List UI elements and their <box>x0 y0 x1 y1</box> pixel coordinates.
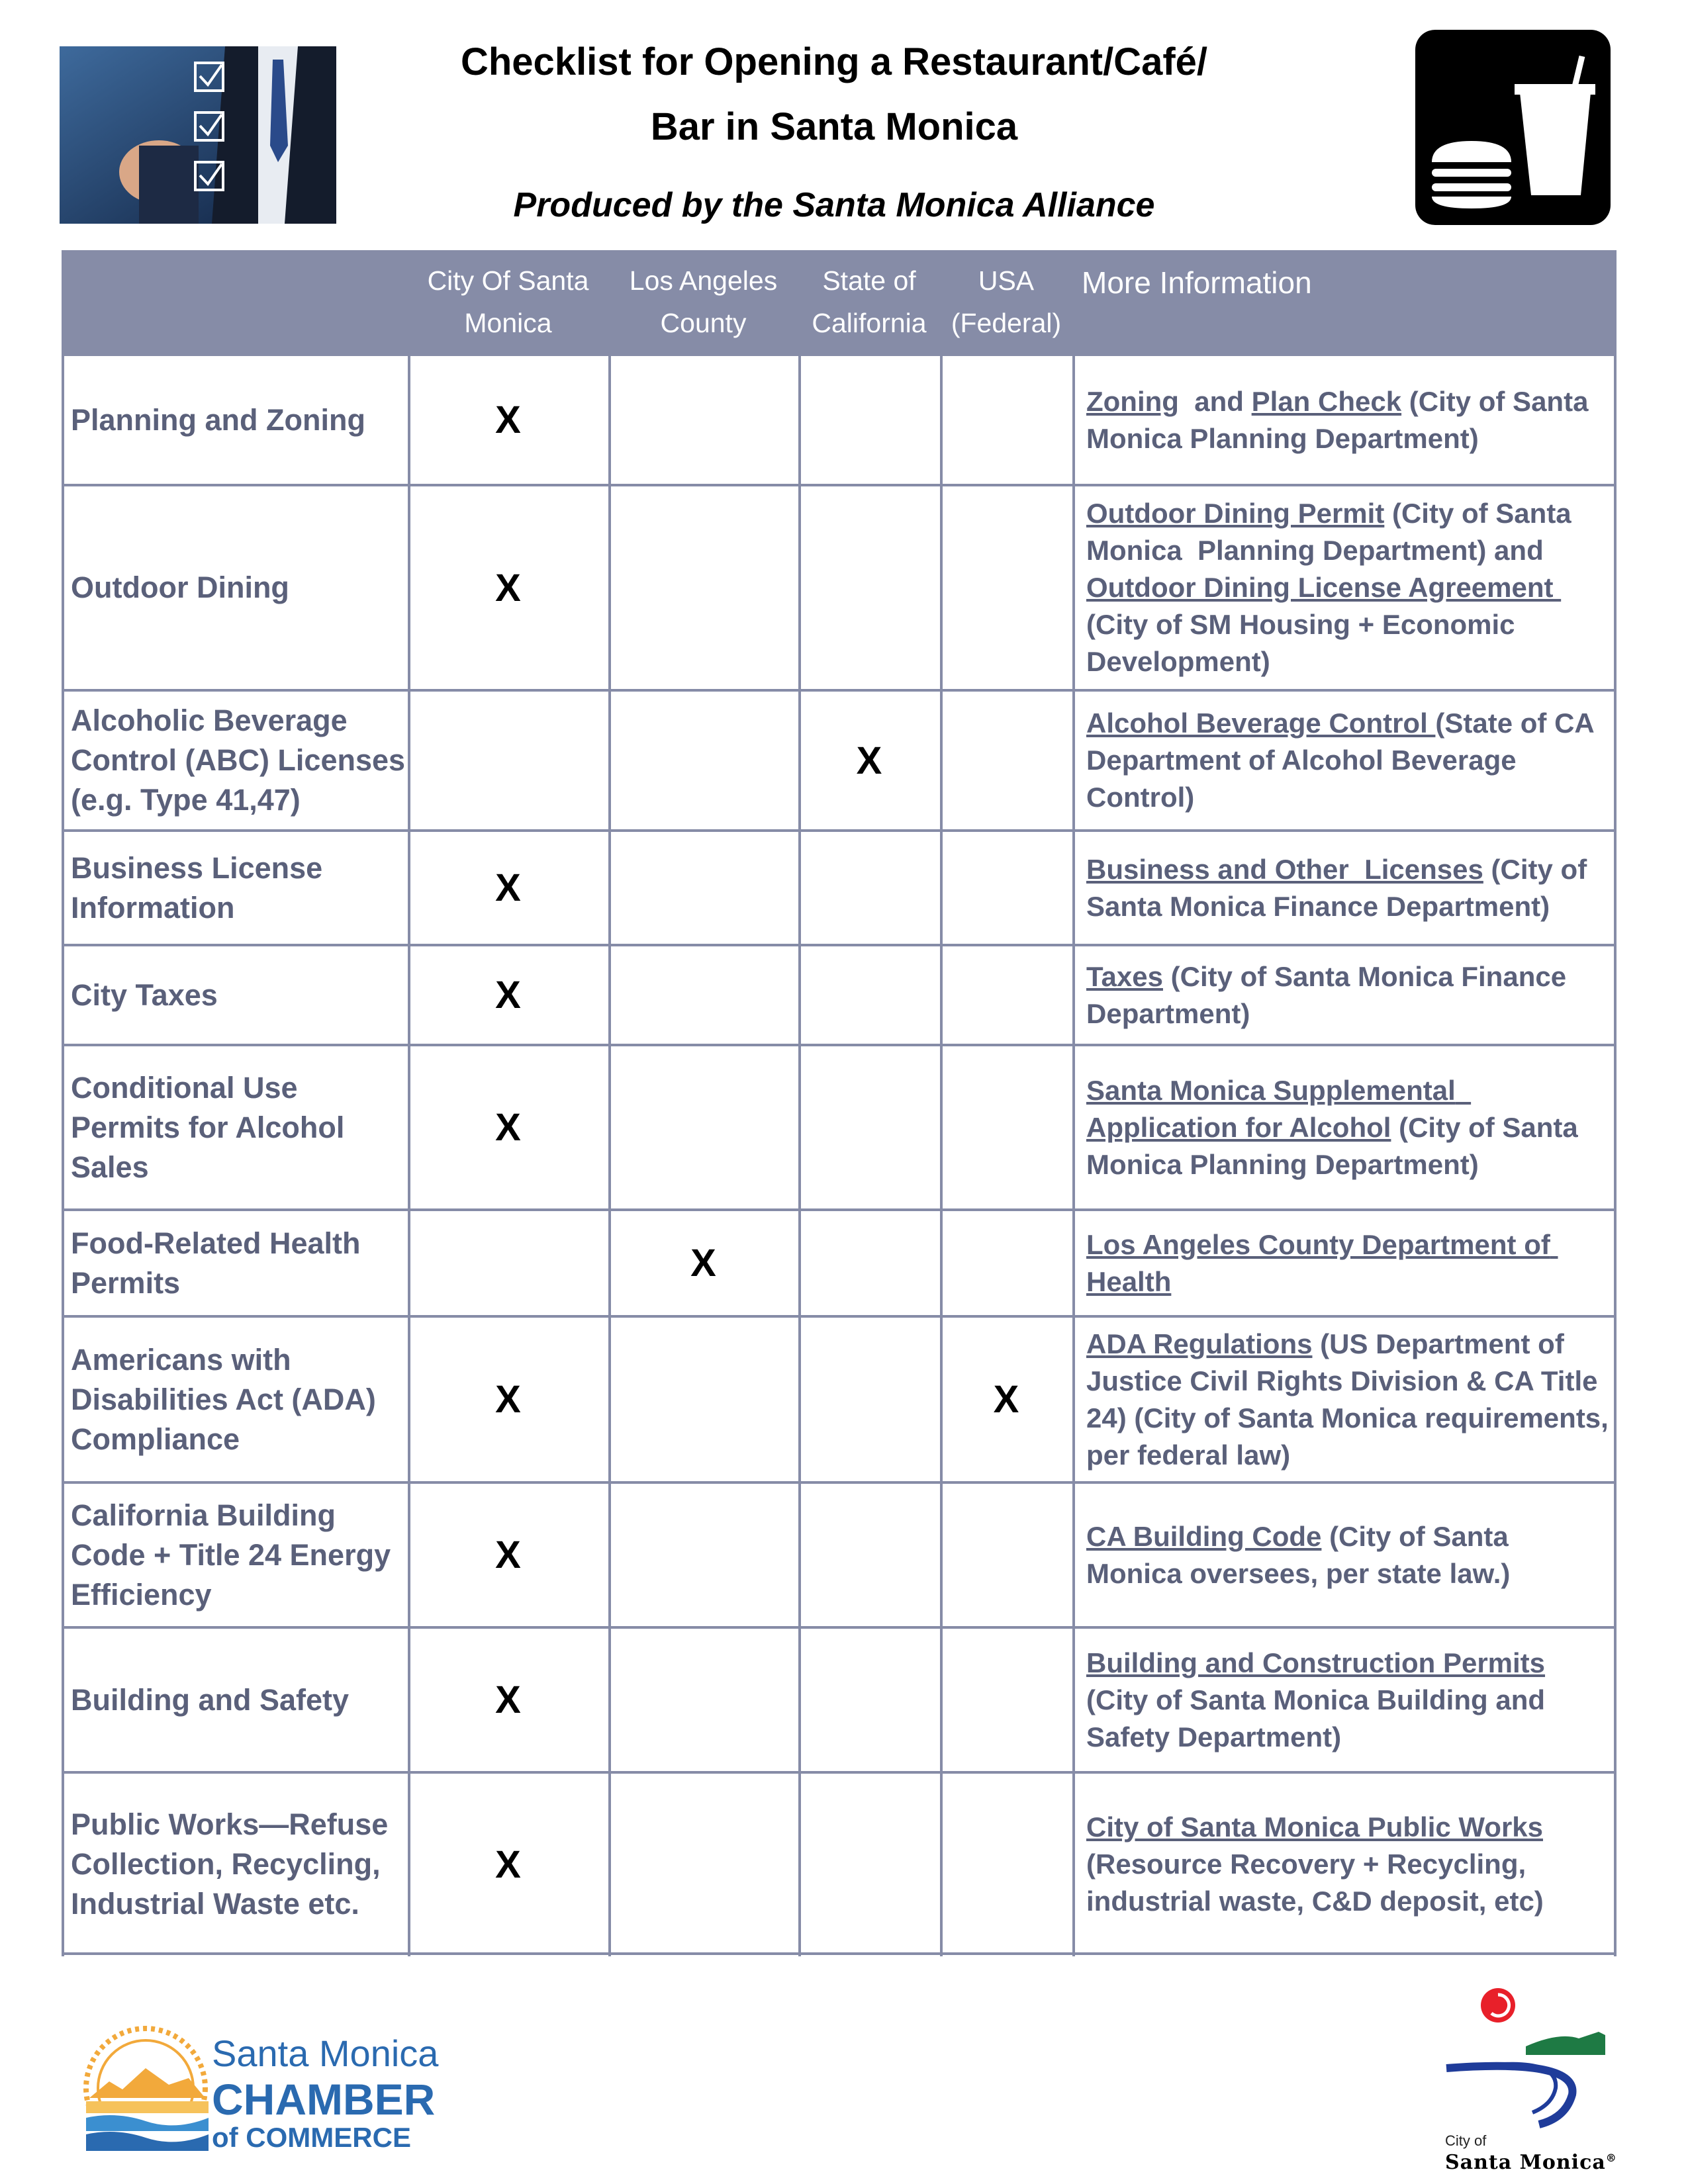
row-more-information <box>1086 1484 1609 1626</box>
more-information-link[interactable]: Alcohol Beverage Control <box>1086 707 1436 739</box>
row-check-mark <box>940 832 1072 944</box>
row-check-mark <box>798 1629 940 1771</box>
more-information-link[interactable]: Santa Monica Supplemental Application for Alcohol <box>1086 1074 1472 1143</box>
row-check-mark <box>408 1211 608 1315</box>
header-city-of-santa-monica <box>408 250 608 355</box>
header-state-line2: California <box>812 308 927 338</box>
table-column-divider <box>62 250 64 1956</box>
row-check-mark <box>940 1046 1072 1208</box>
more-information-link[interactable]: Outdoor Dining Permit <box>1086 498 1385 529</box>
more-information-link[interactable]: Taxes <box>1086 960 1163 992</box>
row-topic-label: Alcoholic Beverage Control (ABC) Licenses (e.g. Type 41,47) <box>71 704 406 817</box>
row-check-mark: X <box>856 739 882 782</box>
city-logo-caption-small: City of <box>1445 2132 1487 2149</box>
more-information-note: and <box>1178 385 1252 417</box>
more-information-link[interactable]: City of Santa Monica Public Works <box>1086 1811 1544 1843</box>
more-information-link[interactable]: Outdoor Dining License Agreement <box>1086 572 1562 603</box>
city-logo-caption-big <box>1445 2151 1617 2174</box>
row-check-mark: X <box>495 866 521 909</box>
row-check-mark <box>408 692 608 829</box>
row-check-mark: X <box>495 566 521 610</box>
row-check-mark <box>798 832 940 944</box>
page-title-line-2: Bar in Santa Monica <box>650 105 1018 148</box>
row-more-information <box>1086 486 1609 689</box>
row-check-mark: X <box>495 1106 521 1149</box>
header-state-line1: State of <box>822 265 916 296</box>
more-information-text <box>1086 495 1609 680</box>
row-check-mark <box>798 1318 940 1481</box>
header-usa-line2: (Federal) <box>951 308 1062 338</box>
more-information-note: (State of CA Department of Alcohol Beverage Control) <box>1086 707 1601 813</box>
row-check-mark <box>608 356 798 484</box>
more-information-link[interactable]: Building and Construction Permits <box>1086 1647 1546 1678</box>
more-information-note: (City of SM Housing + Economic Development) <box>1086 609 1523 677</box>
row-check-mark <box>608 832 798 944</box>
row-check-mark <box>940 356 1072 484</box>
row-check-mark: X <box>495 1843 521 1886</box>
row-topic-label: Outdoor Dining <box>71 570 289 604</box>
row-check-mark <box>608 1318 798 1481</box>
header-los-angeles-county <box>608 250 798 355</box>
row-check-mark <box>940 1774 1072 1955</box>
header-county-line1: Los Angeles <box>629 265 778 296</box>
row-topic-label: Americans with Disabilities Act (ADA) Compliance <box>71 1342 376 1456</box>
row-check-mark <box>608 946 798 1044</box>
row-check-mark <box>798 1774 940 1955</box>
more-information-text <box>1086 1809 1609 1920</box>
more-information-text <box>1086 1072 1609 1183</box>
row-check-mark <box>798 1211 940 1315</box>
row-check-mark: X <box>495 1678 521 1721</box>
burger-and-drink-icon <box>1415 30 1611 225</box>
row-more-information <box>1086 1211 1609 1315</box>
city-logo-name: Santa Monica <box>1445 2151 1606 2174</box>
row-check-mark <box>608 486 798 689</box>
row-more-information <box>1086 692 1609 829</box>
header-state-of-california <box>798 250 940 355</box>
row-topic-label: Building and Safety <box>71 1682 350 1717</box>
header-city-line2: Monica <box>464 308 552 338</box>
row-check-mark: X <box>993 1378 1019 1421</box>
row-check-mark: X <box>690 1242 716 1285</box>
row-check-mark <box>940 1211 1072 1315</box>
row-check-mark: X <box>495 1378 521 1421</box>
header-usa-federal <box>940 250 1072 355</box>
more-information-note: (Resource Recovery + Recycling, industrial waste, C&D deposit, etc) <box>1086 1811 1551 1917</box>
row-check-mark <box>608 1484 798 1626</box>
row-check-mark <box>798 356 940 484</box>
row-topic-label: Conditional Use Permits for Alcohol Sales <box>71 1070 345 1184</box>
row-check-mark <box>608 692 798 829</box>
row-more-information <box>1086 1629 1609 1771</box>
more-information-text <box>1086 851 1609 925</box>
more-information-note: (City of Santa Monica Planning Department) <box>1086 385 1597 454</box>
chamber-line3: of COMMERCE <box>212 2122 411 2153</box>
more-information-link[interactable]: CA Building Code <box>1086 1520 1322 1552</box>
more-information-link[interactable]: Plan Check <box>1251 385 1402 417</box>
more-information-text <box>1086 383 1609 457</box>
row-topic-label: California Building Code + Title 24 Energy Efficiency <box>71 1498 391 1612</box>
more-information-text <box>1086 1645 1609 1756</box>
row-topic-label: Food-Related Health Permits <box>71 1226 361 1300</box>
row-check-mark <box>940 692 1072 829</box>
row-check-mark <box>940 1629 1072 1771</box>
row-check-mark <box>608 1629 798 1771</box>
row-check-mark: X <box>495 974 521 1017</box>
row-check-mark <box>940 486 1072 689</box>
registered-mark: ® <box>1605 2152 1617 2164</box>
businessman-checklist-photo <box>60 46 336 224</box>
row-topic-label: Business License Information <box>71 850 323 925</box>
row-check-mark: X <box>495 398 521 441</box>
row-check-mark <box>608 1774 798 1955</box>
more-information-text <box>1086 1518 1609 1592</box>
more-information-link[interactable]: Zoning <box>1086 385 1179 417</box>
row-check-mark <box>940 946 1072 1044</box>
more-information-note: (US Department of Justice Civil Rights Division & CA Title 24) (City of Santa Monica requirements, per federal law) <box>1086 1328 1617 1471</box>
more-information-link[interactable]: Los Angeles County Department of Health <box>1086 1228 1558 1297</box>
row-more-information <box>1086 946 1609 1044</box>
row-check-mark: X <box>495 1533 521 1576</box>
row-topic-label: Planning and Zoning <box>71 402 365 437</box>
table-column-divider <box>1614 250 1617 1956</box>
row-more-information <box>1086 1318 1617 1481</box>
more-information-note: (City of Santa Monica Finance Department) <box>1086 853 1595 922</box>
page-title-line-1: Checklist for Opening a Restaurant/Café/ <box>460 40 1208 83</box>
table-row-divider <box>62 250 1617 253</box>
row-check-mark <box>798 1046 940 1208</box>
more-information-note: (City of Santa Monica oversees, per state law.) <box>1086 1520 1517 1589</box>
more-information-note: (City of Santa Monica Finance Department) <box>1086 960 1574 1029</box>
header-county-line2: County <box>660 308 747 338</box>
row-check-mark <box>798 486 940 689</box>
row-check-mark <box>798 946 940 1044</box>
more-information-text <box>1086 705 1609 816</box>
chamber-line2: CHAMBER <box>212 2075 436 2124</box>
more-information-link[interactable]: Business and Other Licenses <box>1086 853 1483 885</box>
more-information-text <box>1086 1326 1617 1474</box>
table-column-divider <box>1072 250 1075 1956</box>
header-topic-cell <box>62 250 408 355</box>
header-more-information: More Information <box>1072 250 1617 355</box>
header-city-line1: City Of Santa <box>427 265 589 296</box>
row-more-information <box>1086 356 1609 484</box>
more-information-text <box>1086 958 1609 1032</box>
more-information-note: (City of Santa Monica Building and Safety Department) <box>1086 1647 1553 1752</box>
page-subtitle: Produced by the Santa Monica Alliance <box>513 186 1155 224</box>
row-check-mark <box>608 1046 798 1208</box>
row-more-information <box>1086 832 1609 944</box>
row-check-mark <box>798 1484 940 1626</box>
chamber-logo-text <box>212 2032 439 2153</box>
more-information-link[interactable]: ADA Regulations <box>1086 1328 1313 1359</box>
row-topic-label: City Taxes <box>71 978 218 1012</box>
more-information-note: (City of Santa Monica Planning Department) <box>1086 1111 1586 1180</box>
header-usa-line1: USA <box>978 265 1035 296</box>
row-more-information <box>1086 1046 1609 1208</box>
row-more-information <box>1086 1774 1609 1955</box>
more-information-note: (City of Santa Monica Planning Department) and <box>1086 498 1579 566</box>
chamber-line1: Santa Monica <box>212 2032 439 2074</box>
more-information-text <box>1086 1226 1609 1300</box>
checklist-table <box>62 250 1617 1956</box>
row-topic-label: Public Works—Refuse Collection, Recycling, Industrial Waste etc. <box>71 1807 389 1921</box>
row-check-mark <box>940 1484 1072 1626</box>
